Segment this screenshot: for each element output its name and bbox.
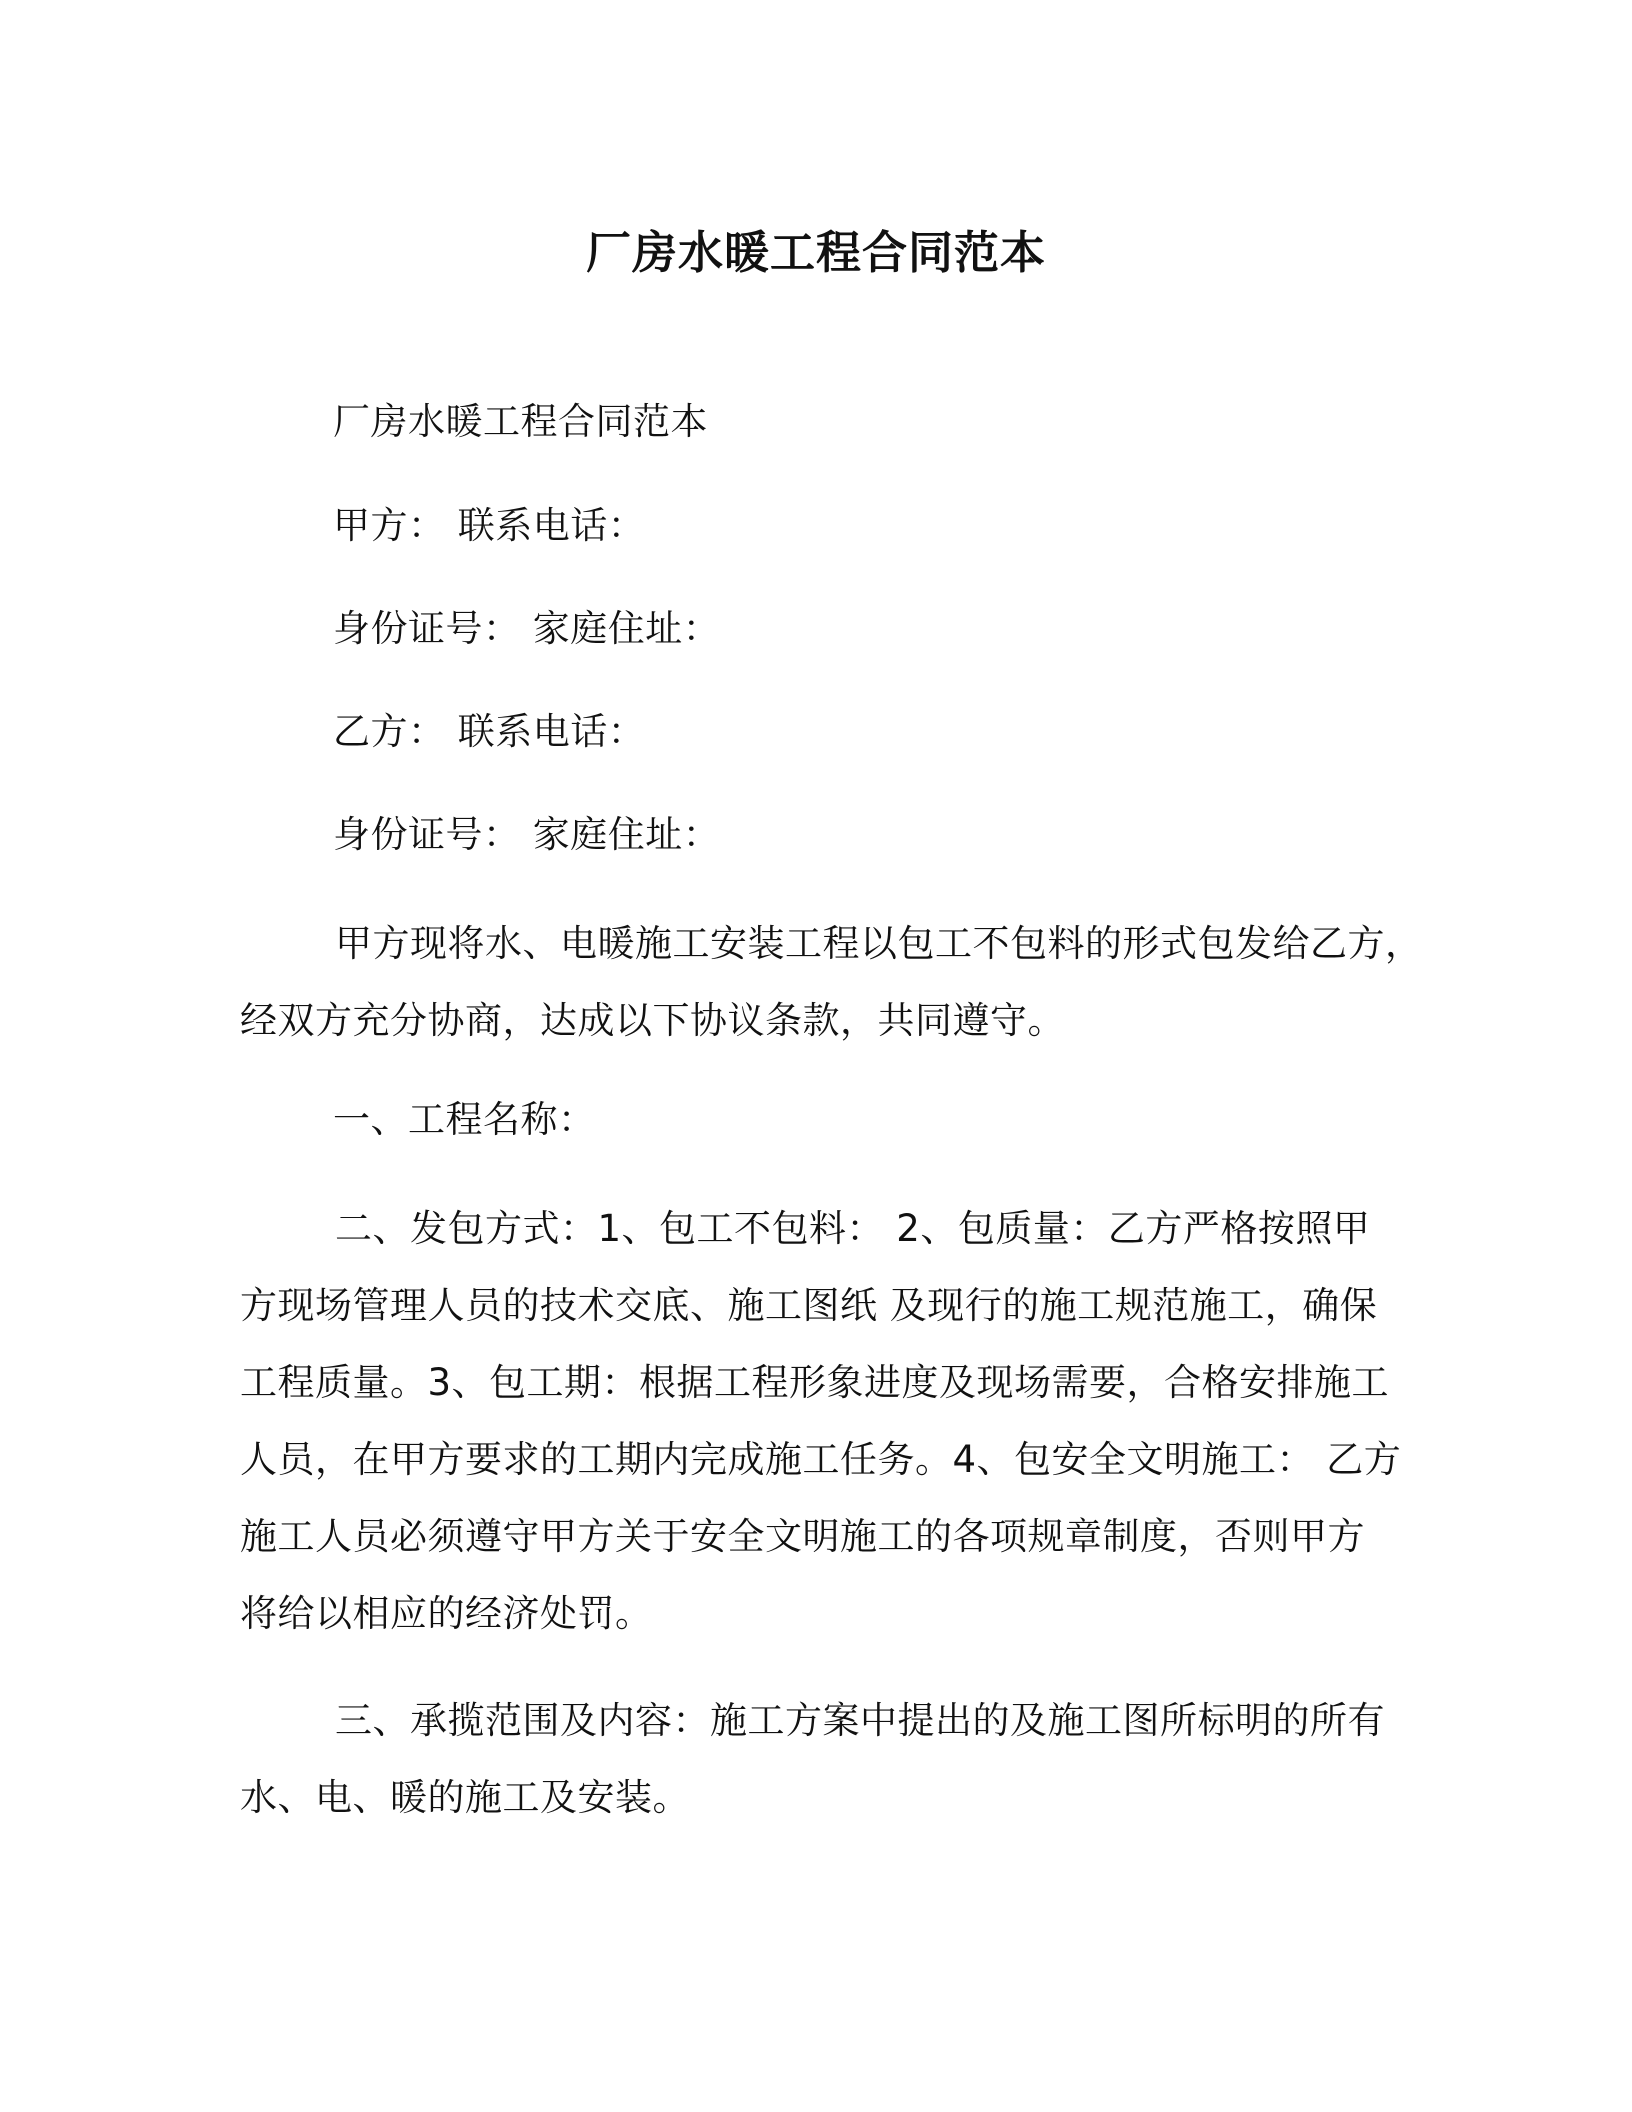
section-2-line: 方现场管理人员的技术交底、施工图纸 及现行的施工规范施工，确保 bbox=[240, 1284, 1378, 1327]
document-subtitle: 厂房水暖工程合同范本 bbox=[333, 400, 708, 443]
section-2-line: 工程质量。3、包工期：根据工程形象进度及现场需要，合格安排施工 bbox=[240, 1361, 1390, 1404]
section-2-line: 人员，在甲方要求的工期内完成施工任务。4、包安全文明施工： 乙方 bbox=[240, 1438, 1402, 1481]
intro-line: 经双方充分协商，达成以下协议条款，共同遵守。 bbox=[240, 999, 1065, 1042]
section-2-line: 施工人员必须遵守甲方关于安全文明施工的各项规章制度，否则甲方 bbox=[240, 1515, 1365, 1558]
section-2-line: 将给以相应的经济处罚。 bbox=[240, 1592, 653, 1635]
section-3-paragraph bbox=[240, 1682, 1390, 1836]
party-b-identity: 身份证号： 家庭住址： bbox=[333, 813, 721, 856]
party-b-contact: 乙方： 联系电话： bbox=[333, 710, 646, 753]
section-3-line: 水、电、暖的施工及安装。 bbox=[240, 1776, 690, 1819]
intro-line: 甲方现将水、电暖施工安装工程以包工不包料的形式包发给乙方， bbox=[335, 922, 1423, 965]
document-title: 厂房水暖工程合同范本 bbox=[585, 226, 1046, 279]
section-2-paragraph bbox=[240, 1190, 1402, 1652]
intro-paragraph bbox=[240, 905, 1423, 1059]
party-a-identity: 身份证号： 家庭住址： bbox=[333, 607, 721, 650]
party-a-contact: 甲方： 联系电话： bbox=[333, 504, 646, 547]
section-2-line: 二、发包方式：1、包工不包料： 2、包质量：乙方严格按照甲 bbox=[335, 1207, 1371, 1250]
section-3-line: 三、承揽范围及内容：施工方案中提出的及施工图所标明的所有 bbox=[335, 1699, 1385, 1742]
section-1-heading: 一、工程名称： bbox=[333, 1098, 596, 1141]
